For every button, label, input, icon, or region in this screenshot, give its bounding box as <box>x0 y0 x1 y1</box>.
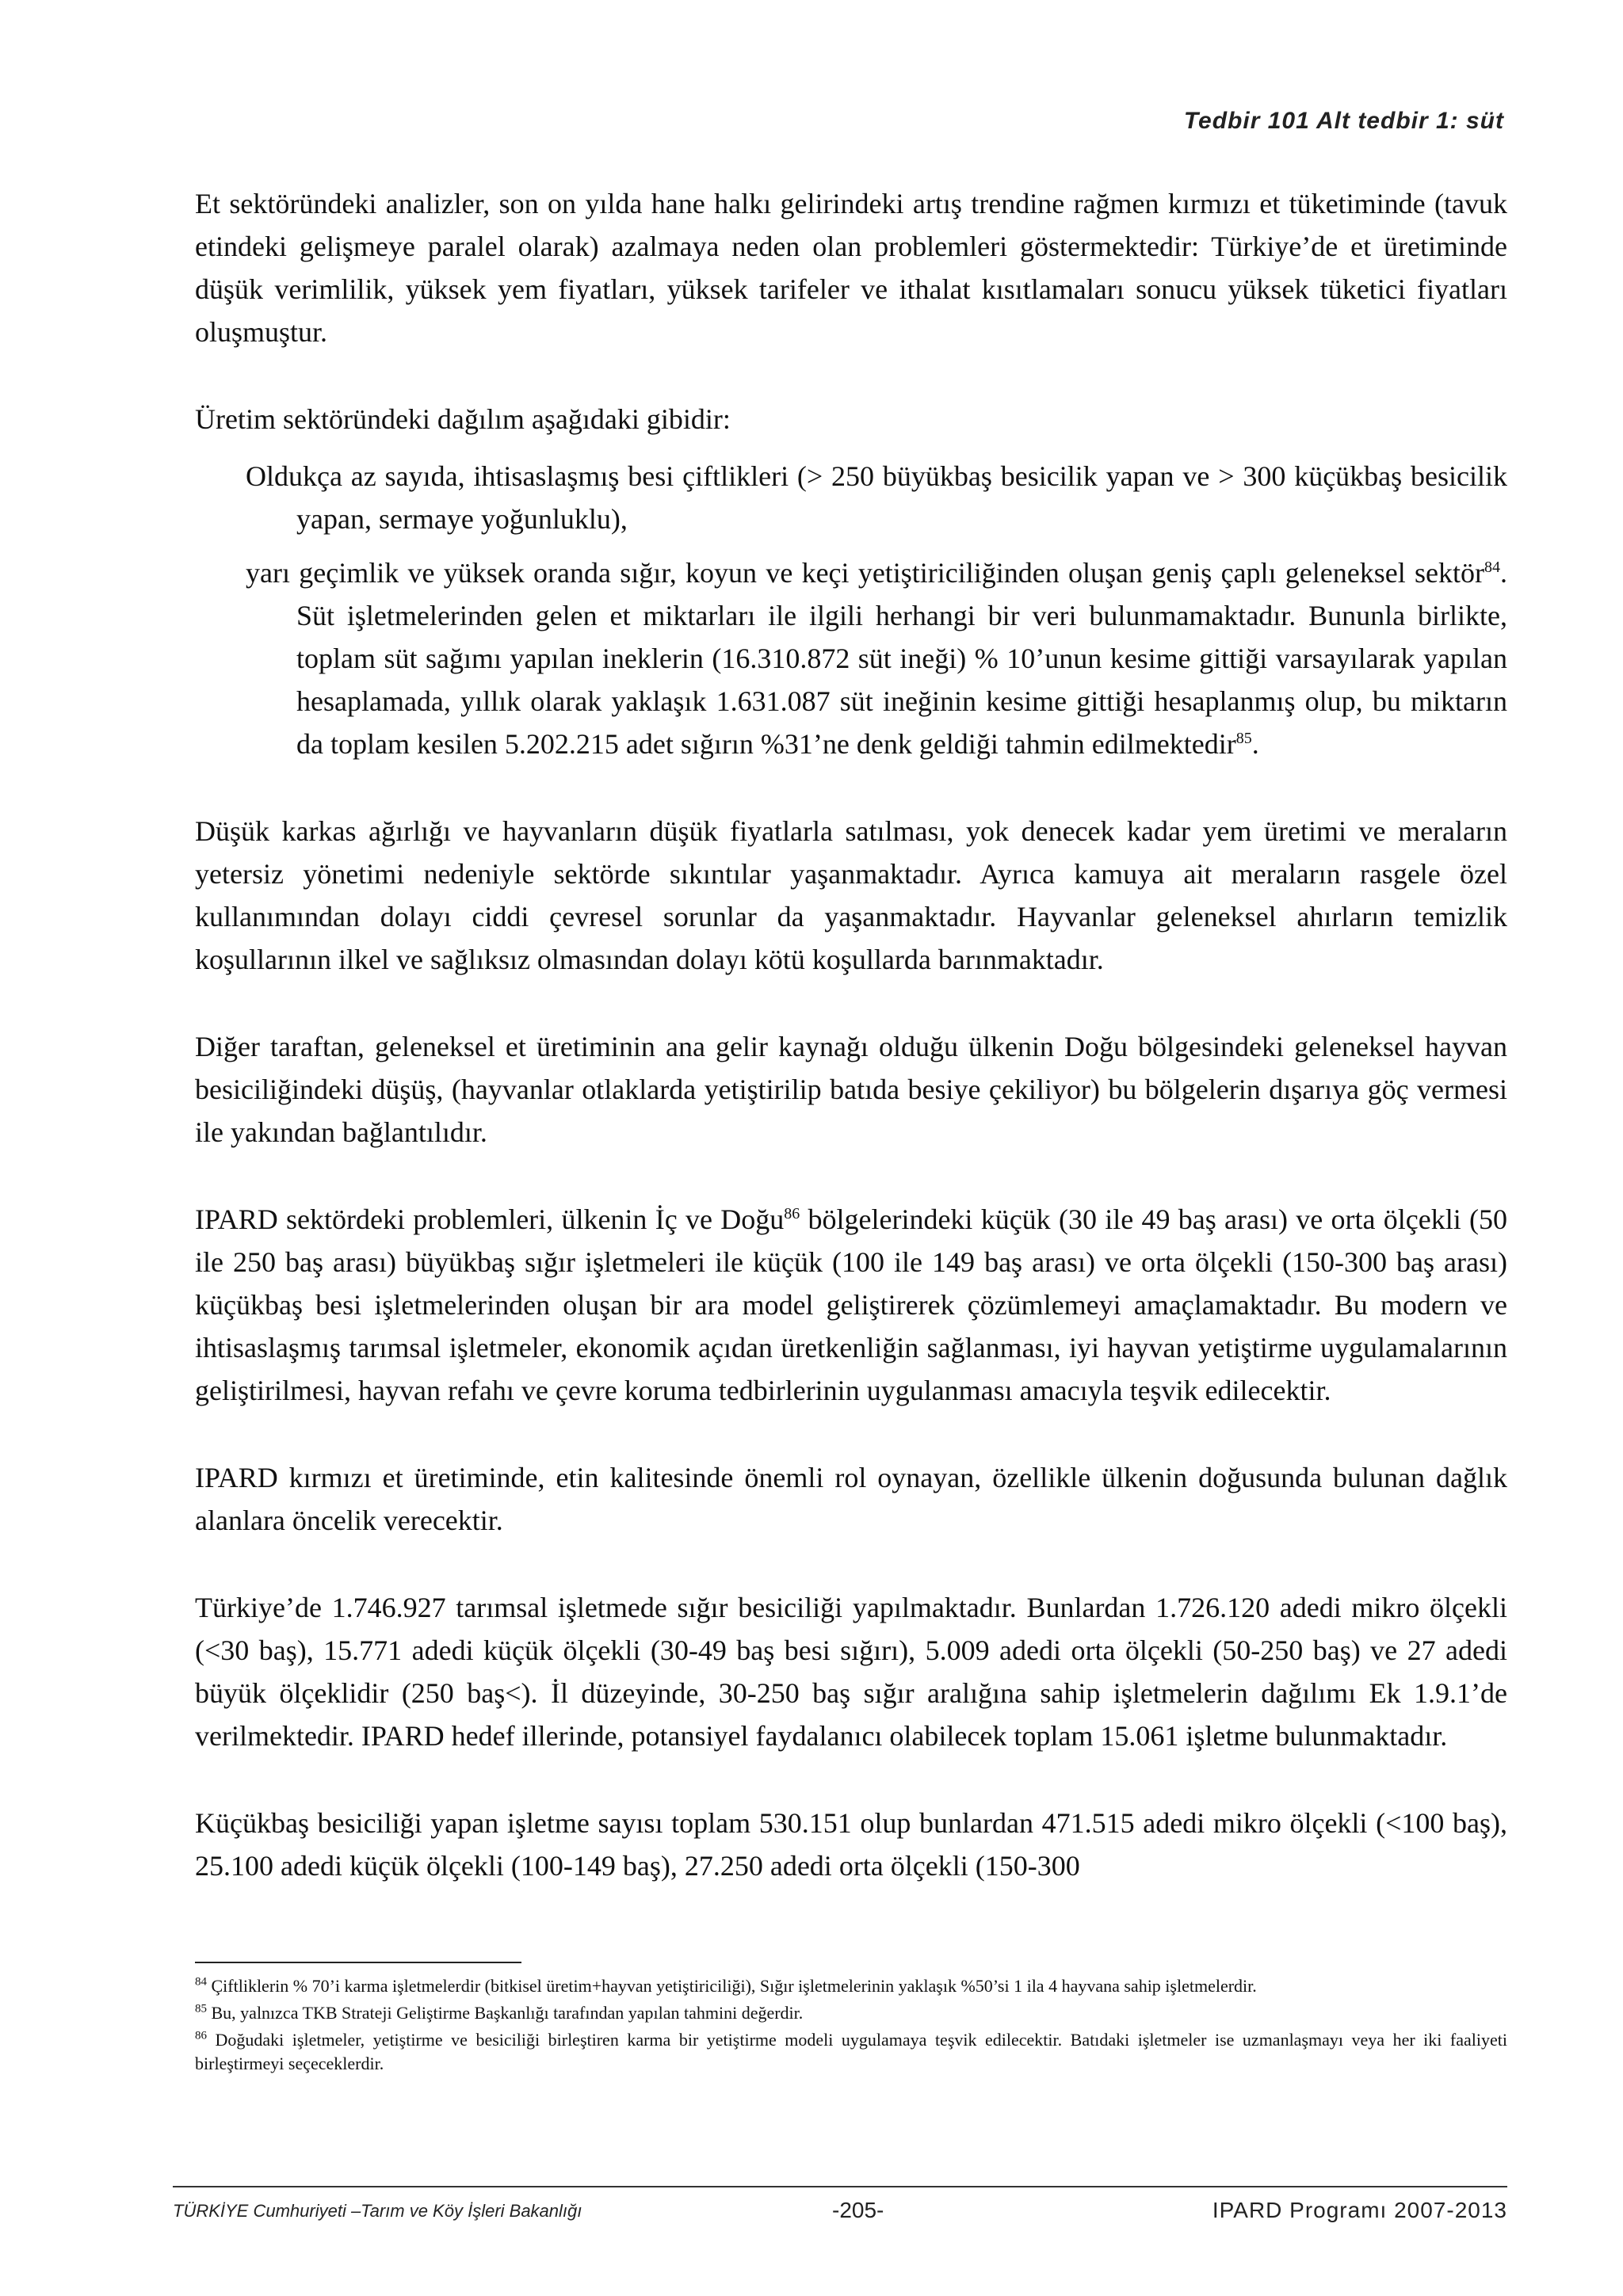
footnote <box>195 2001 1507 2025</box>
footer-ministry: TÜRKİYE Cumhuriyeti –Tarım ve Köy İşleri Bakanlığı <box>173 2201 582 2221</box>
paragraph: Et sektöründeki analizler, son on yılda hane halkı gelirindeki artış trendine rağmen kırmızı et tüketiminde (tavuk etindeki gelişmeye paralel olarak) azalmaya neden olan problemleri göstermektedir: Türkiye’de et üretiminde düşük verimlilik, yüksek yem fiyatları, yüksek tarifeler ve ithalat kısıtlamaları sonucu yüksek tüketici fiyatları oluşmuştur. <box>195 188 1507 348</box>
paragraph: Küçükbaş besiciliği yapan işletme sayısı toplam 530.151 olup bunlardan 471.515 adedi mikro ölçekli (<100 baş), 25.100 adedi küçük ölçekli (100-149 baş), 27.250 adedi orta ölçekli (150-300 <box>195 1807 1507 1882</box>
list-item: Oldukça az sayıda, ihtisaslaşmış besi çiftlikleri (> 250 büyükbaş besicilik yapan ve > 300 küçükbaş besicilik yapan, sermaye yoğunluklu), <box>246 460 1507 535</box>
footer-divider <box>173 2186 1507 2187</box>
text-segment: bölgelerindeki küçük (30 ile 49 baş arası) ve orta ölçekli (50 ile 250 baş arası) büyükbaş sığır işletmeleri ile küçük (100 ile 149 baş arası) ve orta ölçekli (150-300 baş arası) küçükbaş besi işletmelerinden oluşan bir ara model geliştirerek çözümlemeyi amaçlamaktadır. Bu modern ve ihtisaslaşmış tarımsal işletmeler, ekonomik açıdan üretkenliğin sağlanması, iyi hayvan yetiştirme uygulamalarının geliştirilmesi, hayvan refahı ve çevre koruma tedbirlerinin uygulanması amacıyla teşvik edilecektir. <box>195 1203 1507 1406</box>
footnote <box>195 1974 1507 1998</box>
main-text <box>195 182 1507 1932</box>
paragraph: Düşük karkas ağırlığı ve hayvanların düşük fiyatlarla satılması, yok denecek kadar yem üretimi ve meraların yetersiz yönetimi nedeniyle sektörde sıkıntılar yaşanmaktadır. Ayrıca kamuya ait meraların rasgele özel kullanımından dolayı ciddi çevresel sorunlar da yaşanmaktadır. Hayvanlar geleneksel ahırların temizlik koşullarının ilkel ve sağlıksız olmasından dolayı kötü koşullarda barınmaktadır. <box>195 815 1507 975</box>
paragraph: IPARD kırmızı et üretiminde, etin kalitesinde önemli rol oynayan, özellikle ülkenin doğusunda bulunan dağlık alanlara öncelik verecektir. <box>195 1462 1507 1536</box>
text-segment: yarı geçimlik ve yüksek oranda sığır, koyun ve keçi yetiştiriciliğinden oluşan geniş çaplı geleneksel sektör <box>246 557 1484 589</box>
footnote-ref[interactable]: 86 <box>784 1205 800 1222</box>
footnote-number: 84 <box>195 1975 207 1989</box>
page-number: -205- <box>832 2198 884 2222</box>
paragraph: Diğer taraftan, geleneksel et üretiminin ana gelir kaynağı olduğu ülkenin Doğu bölgesindeki geleneksel hayvan besiciliğindeki düşüş, (hayvanlar otlaklarda yetiştirilip batıda besiye çekiliyor) bu bölgelerin dışarıya göç vermesi ile yakından bağlantılıdır. <box>195 1031 1507 1148</box>
paragraph: Üretim sektöründeki dağılım aşağıdaki gibidir: <box>195 403 731 435</box>
footnote-text: Çiftliklerin % 70’i karma işletmelerdir (bitkisel üretim+hayvan yetiştiriciliği), Sığır işletmelerinin yaklaşık %50’si 1 ila 4 hayvana sahip işletmelerdir. <box>207 1976 1257 1996</box>
footnote-text: Bu, yalnızca TKB Strateji Geliştirme Başkanlığı tarafından yapılan tahmini değerdir. <box>207 2003 804 2023</box>
footnote-number: 86 <box>195 2029 207 2042</box>
paragraph: Türkiye’de 1.746.927 tarımsal işletmede sığır besiciliği yapılmaktadır. Bunlardan 1.726.120 adedi mikro ölçekli (<30 baş), 15.771 adedi küçük ölçekli (30-49 baş besi sığırı), 5.009 adedi orta ölçekli (50-250 baş) ve 27 adedi büyük ölçeklidir (250 baş<). İl düzeyinde, 30-250 baş sığır aralığına sahip işletmelerin dağılımı Ek 1.9.1’de verilmektedir. IPARD hedef illerinde, potansiyel faydalanıcı olabilecek toplam 15.061 işletme bulunmaktadır. <box>195 1592 1507 1752</box>
text-segment: IPARD sektördeki problemleri, ülkenin İç ve Doğu <box>195 1203 785 1235</box>
footnote-ref[interactable]: 84 <box>1484 559 1500 576</box>
paragraph <box>195 1198 1507 1412</box>
footnote-text: Doğudaki işletmeler, yetiştirme ve besiciliği birleştiren karma bir yetiştirme modeli uygulamaya teşvik edilecektir. Batıdaki işletmeler ise uzmanlaşmayı veya her iki faaliyeti birleştirmeyi seçeceklerdir. <box>195 2030 1507 2073</box>
text-segment: . Süt işletmelerinden gelen et miktarları ile ilgili herhangi bir veri bulunmamaktadır. Bununla birlikte, toplam süt sağımı yapılan ineklerin (16.310.872 süt ineği) % 10’unun kesime gittiği varsayılarak yapılan hesaplamada, yıllık olarak yaklaşık 1.631.087 süt ineğinin kesime gittiği hesaplanmış olup, bu miktarın da toplam kesilen 5.202.215 adet sığırın %31’ne denk geldiği tahmin edilmektedir <box>296 557 1507 760</box>
footnotes <box>195 1974 1507 2079</box>
footer-program: IPARD Programı 2007-2013 <box>1212 2198 1507 2222</box>
footnote-ref[interactable]: 85 <box>1235 730 1252 747</box>
text-segment: . <box>1251 728 1259 760</box>
footnote-number: 85 <box>195 2002 207 2016</box>
page-footer <box>173 2198 1507 2229</box>
footnote-divider <box>195 1962 521 1963</box>
running-header: Tedbir 101 Alt tedbir 1: süt <box>1183 108 1504 134</box>
list-item <box>246 551 1507 765</box>
footnote <box>195 2028 1507 2076</box>
